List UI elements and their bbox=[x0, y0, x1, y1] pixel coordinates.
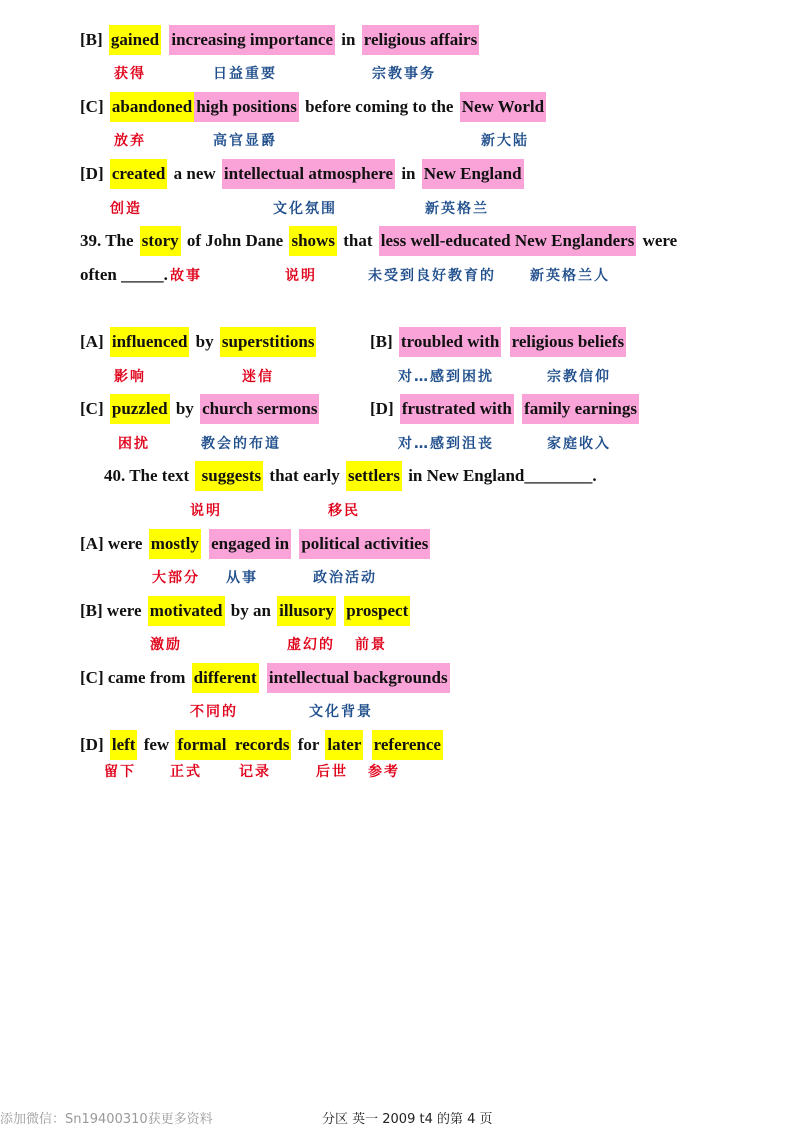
highlighted-phrase: troubled with bbox=[399, 327, 501, 357]
chinese-gloss: 获得 bbox=[114, 66, 146, 82]
chinese-gloss: 留下 bbox=[104, 764, 136, 780]
plain-text: in bbox=[337, 30, 360, 49]
chinese-gloss: 激励 bbox=[150, 637, 182, 653]
chinese-gloss: 新英格兰 bbox=[425, 201, 489, 217]
chinese-gloss: 文化背景 bbox=[309, 704, 373, 720]
highlighted-phrase: reference bbox=[372, 730, 443, 760]
highlighted-phrase: story bbox=[140, 226, 181, 256]
text-line bbox=[78, 393, 319, 425]
chinese-gloss: 影响 bbox=[114, 369, 146, 385]
chinese-gloss: 困扰 bbox=[118, 436, 150, 452]
chinese-gloss: 高官显爵 bbox=[213, 133, 277, 149]
text-line bbox=[368, 326, 626, 358]
page-footer: 分区 英一 2009 t4 的第 4 页 bbox=[322, 1112, 493, 1127]
text-line bbox=[78, 595, 410, 627]
text-line bbox=[78, 259, 170, 291]
chinese-gloss: 对…感到沮丧 bbox=[398, 436, 494, 452]
plain-text: few bbox=[139, 735, 174, 754]
plain-text: a new bbox=[169, 164, 220, 183]
highlighted-phrase: family earnings bbox=[522, 394, 639, 424]
chinese-gloss: 新大陆 bbox=[481, 133, 529, 149]
text-line bbox=[78, 158, 524, 190]
highlighted-phrase: political activities bbox=[299, 529, 430, 559]
text-line bbox=[78, 528, 430, 560]
highlighted-phrase: religious beliefs bbox=[510, 327, 627, 357]
chinese-gloss: 大部分 bbox=[152, 570, 200, 586]
highlighted-phrase: increasing importance bbox=[169, 25, 335, 55]
plain-text: [B] bbox=[80, 30, 107, 49]
chinese-gloss: 记录 bbox=[239, 764, 271, 780]
highlighted-phrase: shows bbox=[289, 226, 336, 256]
highlighted-phrase: church sermons bbox=[200, 394, 319, 424]
text-line bbox=[78, 729, 443, 761]
plain-text: that bbox=[338, 231, 377, 250]
highlighted-phrase: formal records bbox=[175, 730, 291, 760]
chinese-gloss: 从事 bbox=[226, 570, 258, 586]
plain-text bbox=[501, 327, 509, 357]
chinese-gloss: 未受到良好教育的 bbox=[368, 268, 496, 284]
text-line bbox=[78, 225, 679, 257]
text-line bbox=[78, 91, 546, 123]
highlighted-phrase: puzzled bbox=[110, 394, 170, 424]
highlighted-phrase: abandoned bbox=[110, 92, 194, 122]
plain-text bbox=[201, 529, 209, 559]
chinese-gloss: 正式 bbox=[170, 764, 202, 780]
chinese-gloss: 前景 bbox=[355, 637, 387, 653]
plain-text: that early bbox=[265, 466, 345, 485]
highlighted-phrase: illusory bbox=[277, 596, 336, 626]
plain-text bbox=[259, 663, 267, 693]
plain-text bbox=[336, 596, 344, 626]
highlighted-phrase: left bbox=[110, 730, 138, 760]
plain-text: [C] came from bbox=[80, 668, 190, 687]
plain-text: [D] bbox=[370, 399, 398, 418]
plain-text bbox=[514, 394, 522, 424]
text-line bbox=[78, 24, 479, 56]
highlighted-phrase: New England bbox=[422, 159, 524, 189]
highlighted-phrase: superstitions bbox=[220, 327, 317, 357]
chinese-gloss: 创造 bbox=[110, 201, 142, 217]
highlighted-phrase: engaged in bbox=[209, 529, 291, 559]
plain-text: in New England________. bbox=[403, 466, 597, 485]
highlighted-phrase: high positions bbox=[194, 92, 299, 122]
chinese-gloss: 宗教信仰 bbox=[547, 369, 611, 385]
chinese-gloss: 后世 bbox=[316, 764, 348, 780]
plain-text: [C] bbox=[80, 399, 108, 418]
chinese-gloss: 家庭收入 bbox=[547, 436, 611, 452]
plain-text bbox=[161, 25, 169, 55]
highlighted-phrase: religious affairs bbox=[362, 25, 479, 55]
plain-text: [A] bbox=[80, 332, 108, 351]
highlighted-phrase: later bbox=[325, 730, 363, 760]
chinese-gloss: 放弃 bbox=[114, 133, 146, 149]
chinese-gloss: 参考 bbox=[368, 764, 400, 780]
highlighted-phrase: motivated bbox=[148, 596, 225, 626]
plain-text: by bbox=[171, 399, 199, 418]
plain-text bbox=[291, 529, 299, 559]
plain-text: often _____. bbox=[80, 265, 168, 284]
highlighted-phrase: mostly bbox=[149, 529, 201, 559]
plain-text: for bbox=[293, 735, 324, 754]
plain-text: [C] bbox=[80, 97, 108, 116]
plain-text: by bbox=[191, 332, 218, 351]
highlighted-phrase: settlers bbox=[346, 461, 402, 491]
plain-text: 39. The bbox=[80, 231, 138, 250]
chinese-gloss: 故事 bbox=[170, 268, 202, 284]
plain-text: of John Dane bbox=[182, 231, 288, 250]
highlighted-phrase: intellectual backgrounds bbox=[267, 663, 450, 693]
plain-text: were bbox=[638, 231, 678, 250]
chinese-gloss: 政治活动 bbox=[313, 570, 377, 586]
chinese-gloss: 虚幻的 bbox=[287, 637, 335, 653]
plain-text: [B] bbox=[370, 332, 397, 351]
plain-text: [D] bbox=[80, 164, 108, 183]
chinese-gloss: 移民 bbox=[328, 503, 360, 519]
chinese-gloss: 不同的 bbox=[190, 704, 238, 720]
plain-text: in bbox=[397, 164, 420, 183]
chinese-gloss: 说明 bbox=[190, 503, 222, 519]
watermark-text: 添加微信：Sn19400310获更多资料 bbox=[0, 1112, 213, 1127]
text-line bbox=[78, 326, 316, 358]
chinese-gloss: 说明 bbox=[285, 268, 317, 284]
text-line bbox=[102, 460, 599, 492]
highlighted-phrase: created bbox=[110, 159, 168, 189]
plain-text: by an bbox=[226, 601, 276, 620]
plain-text: before coming to the bbox=[300, 97, 458, 116]
plain-text: [A] were bbox=[80, 534, 147, 553]
highlighted-phrase: suggests bbox=[195, 461, 263, 491]
highlighted-phrase: less well-educated New Englanders bbox=[379, 226, 637, 256]
text-line bbox=[78, 662, 450, 694]
chinese-gloss: 教会的布道 bbox=[201, 436, 281, 452]
plain-text: [D] bbox=[80, 735, 108, 754]
highlighted-phrase: influenced bbox=[110, 327, 190, 357]
chinese-gloss: 日益重要 bbox=[213, 66, 277, 82]
chinese-gloss: 宗教事务 bbox=[372, 66, 436, 82]
text-line bbox=[368, 393, 639, 425]
chinese-gloss: 对…感到困扰 bbox=[398, 369, 494, 385]
highlighted-phrase: different bbox=[192, 663, 259, 693]
highlighted-phrase: prospect bbox=[344, 596, 410, 626]
highlighted-phrase: intellectual atmosphere bbox=[222, 159, 395, 189]
plain-text bbox=[363, 730, 371, 760]
plain-text: [B] were bbox=[80, 601, 146, 620]
highlighted-phrase: New World bbox=[460, 92, 546, 122]
plain-text: 40. The text bbox=[104, 466, 194, 485]
chinese-gloss: 新英格兰人 bbox=[530, 268, 610, 284]
chinese-gloss: 迷信 bbox=[242, 369, 274, 385]
highlighted-phrase: gained bbox=[109, 25, 161, 55]
highlighted-phrase: frustrated with bbox=[400, 394, 514, 424]
chinese-gloss: 文化氛围 bbox=[273, 201, 337, 217]
